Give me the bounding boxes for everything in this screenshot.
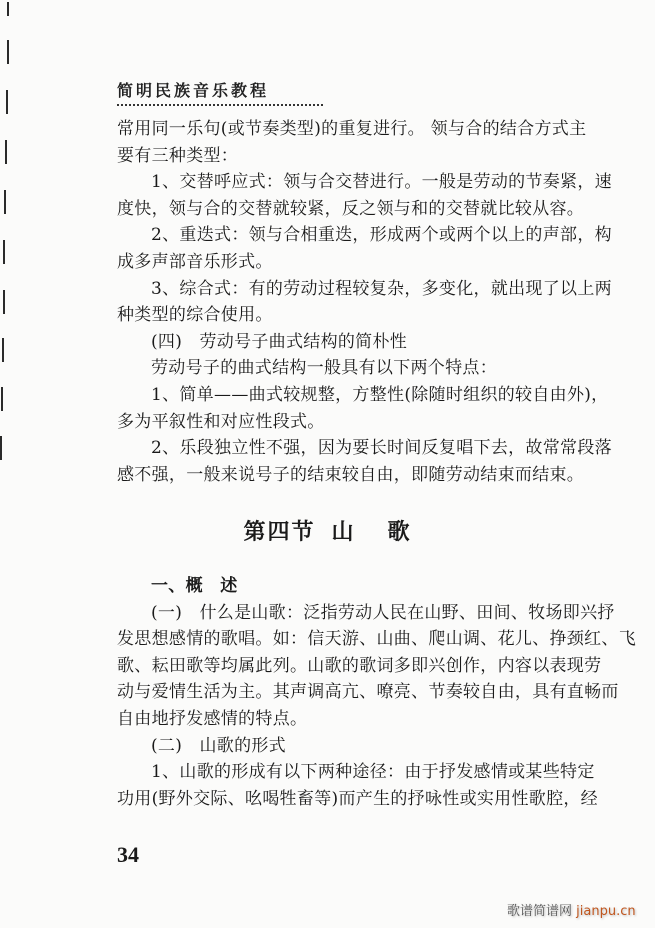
text-line: (一) 什么是山歌：泛指劳动人民在山野、田间、牧场即兴抒	[151, 602, 615, 623]
binding-mark	[3, 290, 5, 314]
text-line: 感不强，一般来说号子的结束较自由，即随劳动结束而结束。	[117, 464, 585, 485]
text-line: 多为平叙性和对应性段式。	[117, 411, 325, 432]
text-line: 要有三种类型：	[117, 145, 239, 166]
section-title-char: 歌	[387, 520, 412, 545]
text-line: 2、重迭式：领与合相重迭，形成两个或两个以上的声部，构	[151, 225, 612, 246]
section-title	[0, 515, 655, 546]
watermark-text: 歌谱简谱网	[507, 904, 573, 919]
running-head: 简明民族音乐教程	[117, 81, 270, 100]
text-line: 功用(野外交际、吆喝牲畜等)而产生的抒咏性或实用性歌腔，经	[117, 788, 598, 809]
text-line: 种类型的综合使用。	[117, 305, 273, 326]
binding-mark	[0, 436, 2, 460]
text-line: 1、简单——曲式较规整，方整性(除随时组织的较自由外)，	[151, 384, 609, 405]
binding-mark	[7, 40, 9, 64]
lower-body-text	[117, 573, 636, 812]
running-head-rule	[117, 104, 323, 106]
binding-mark	[2, 338, 4, 362]
text-line: 常用同一乐句(或节奏类型)的重复进行。 领与合的结合方式主	[117, 119, 587, 139]
text-line: 1、山歌的形成有以下两种途径：由于抒发感情或某些特定	[151, 762, 595, 783]
text-line: 动与爱情生活为主。其声调高亢、嘹亮、节奏较自由，具有直畅而	[117, 682, 619, 703]
text-line: 歌、耘田歌等均属此列。山歌的歌词多即兴创作，内容以表现劳	[117, 655, 602, 676]
page-number: 34	[117, 842, 139, 867]
watermark-url: jianpu.cn	[576, 904, 636, 919]
text-line: 发思想感情的歌唱。如：信天游、山曲、爬山调、花儿、挣颈红、飞	[117, 629, 636, 650]
heading-overview: 一、概 述	[151, 576, 238, 596]
text-line: 1、交替呼应式：领与合交替进行。一般是劳动的节奏紧，速	[151, 172, 612, 193]
subheading: (四) 劳动号子曲式结构的简朴性	[151, 331, 408, 352]
text-line: 3、综合式：有的劳动过程较复杂，多变化，就出现了以上两	[151, 278, 612, 299]
text-line: 自由地抒发感情的特点。	[117, 708, 308, 729]
text-line: 度快，领与合的交替就较紧，反之领与和的交替就比较从容。	[117, 198, 585, 219]
section-title-char: 山	[331, 520, 356, 545]
binding-mark	[1, 387, 3, 411]
binding-mark	[4, 190, 6, 214]
binding-mark	[5, 140, 7, 164]
upper-body-text	[117, 116, 612, 488]
binding-marks	[0, 0, 20, 470]
text-line: 劳动号子的曲式结构一般具有以下两个特点：	[151, 358, 497, 379]
text-line: 成多声部音乐形式。	[117, 251, 273, 272]
binding-mark	[7, 2, 9, 16]
section-number: 第四节	[243, 520, 316, 545]
binding-mark	[3, 240, 5, 264]
text-line: 2、乐段独立性不强，因为要长时间反复唱下去，故常常段落	[151, 438, 612, 459]
watermark	[507, 900, 636, 919]
subheading: (二) 山歌的形式	[151, 735, 286, 756]
binding-mark	[6, 90, 8, 114]
